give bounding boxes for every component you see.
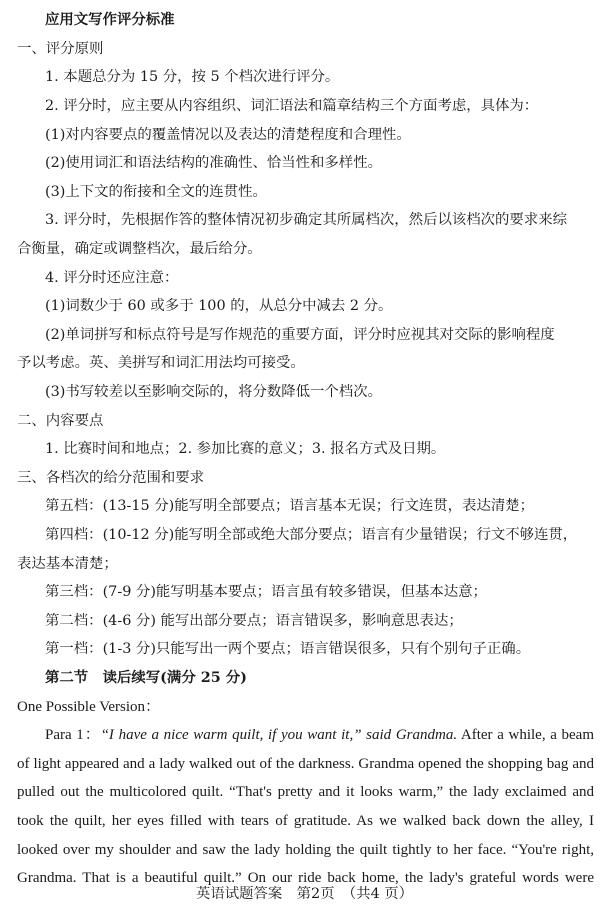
essay-line-2: of light appeared and a lady walked out of the darkness. Grandma opened the shopping bag and: [17, 756, 594, 772]
essay-line-3: pulled out the multicolored quilt. “That's pretty and it looks warm,” the lady exclaimed and: [17, 784, 594, 800]
essay-line-5: looked over my shoulder and saw the lady holding the quilt tightly to her face. “You're right,: [17, 842, 594, 858]
principle-4-item-1: (1)词数少于 60 或多于 100 的，从总分中减去 2 分。: [45, 298, 393, 314]
grade-1: 第一档：(1-3 分)只能写出一两个要点；语言错误很多，只有个别句子正确。: [45, 641, 531, 657]
principle-4-item-2-line-1: (2)单词拼写和标点符号是写作规范的重要方面，评分时应视其对交际的影响程度: [45, 327, 555, 343]
grade-2: 第二档：(4-6 分) 能写出部分要点；语言错误多，影响意思表达；: [45, 613, 463, 629]
principle-2-item-3: (3)上下文的衔接和全文的连贯性。: [45, 184, 267, 200]
para-label: Para 1：: [45, 727, 101, 743]
grade-4-line-2: 表达基本清楚；: [17, 556, 118, 572]
grandma-quote: “I have a nice warm quilt, if you want it,” said Grandma.: [100, 727, 458, 743]
principle-4-item-2-line-2: 予以考虑。英、美拼写和词汇用法均可接受。: [17, 355, 305, 371]
principle-1: 1. 本题总分为 15 分，按 5 个档次进行评分。: [45, 69, 340, 85]
grade-4-line-1: 第四档：(10-12 分)能写明全部或绝大部分要点；语言有少量错误；行文不够连贯，: [45, 527, 578, 543]
section-grade-levels-heading: 三、各档次的给分范围和要求: [17, 470, 205, 486]
grade-3: 第三档：(7-9 分)能写明基本要点；语言虽有较多错误，但基本达意；: [45, 584, 487, 600]
principle-4: 4. 评分时还应注意：: [45, 270, 179, 286]
principle-2: 2. 评分时，应主要从内容组织、词汇语法和篇章结构三个方面考虑，具体为：: [45, 98, 539, 114]
principle-3-line-1: 3. 评分时，先根据作答的整体情况初步确定其所属档次，然后以该档次的要求来综: [45, 212, 567, 228]
essay-line-6: Grandma. That is a beautiful quilt.” On our ride back home, the lady's grateful words were: [17, 870, 594, 886]
page-footer: 英语试题答案 第2页 （共4 页）: [195, 886, 414, 902]
content-points: 1. 比赛时间和地点；2. 参加比赛的意义；3. 报名方式及日期。: [45, 441, 446, 457]
grade-5: 第五档：(13-15 分)能写明全部要点；语言基本无误；行文连贯，表达清楚；: [45, 498, 535, 514]
possible-version-label: One Possible Version：: [17, 699, 161, 715]
principle-2-item-1: (1)对内容要点的覆盖情况以及表达的清楚程度和合理性。: [45, 127, 411, 143]
writing-criteria-title: 应用文写作评分标准: [45, 11, 175, 28]
essay-line-1: [45, 725, 594, 745]
section-content-points-heading: 二、内容要点: [17, 413, 104, 429]
principle-3-line-2: 合衡量，确定或调整档次，最后给分。: [17, 241, 262, 257]
principle-2-item-2: (2)使用词汇和语法结构的准确性、恰当性和多样性。: [45, 155, 382, 171]
essay-line-4: took the quilt, her eyes filled with tears of gratitude. As we walked back down the alley, I: [17, 813, 594, 829]
section-2-heading: 第二节 读后续写(满分 25 分): [45, 669, 247, 686]
section-principles-heading: 一、评分原则: [17, 41, 104, 57]
essay-line-1-rest: After a while, a beam: [457, 727, 594, 743]
principle-4-item-3: (3)书写较差以至影响交际的，将分数降低一个档次。: [45, 384, 382, 400]
